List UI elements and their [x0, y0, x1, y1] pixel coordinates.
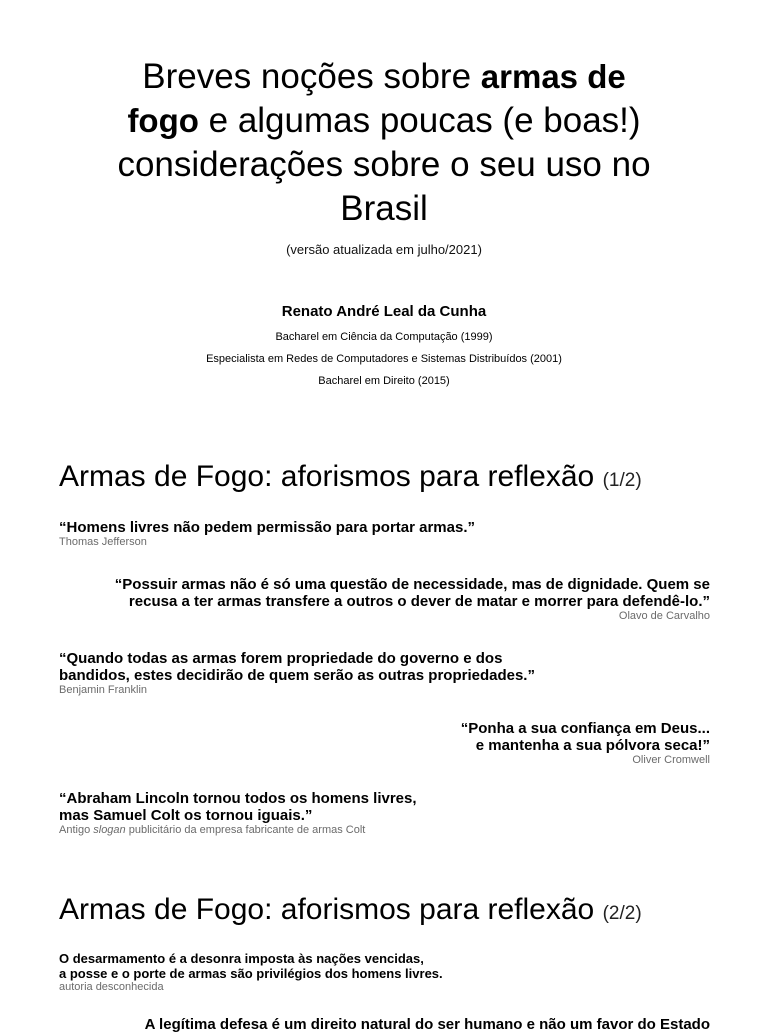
quote-text: “Ponha a sua confiança em Deus... e mantenha a sua pólvora seca!” [460, 720, 710, 754]
quote-attribution: Olavo de Carvalho [618, 610, 710, 622]
quote-text: O desarmamento é a desonra imposta às nações vencidas, a posse e o porte de armas são privilégios dos homens livres. [59, 951, 443, 981]
credential-1: Bacharel em Ciência da Computação (1999) [275, 331, 493, 343]
slide-heading [59, 893, 642, 927]
title-part1: Breves noções sobre [142, 57, 481, 96]
page-indicator: (1/2) [602, 470, 642, 491]
attribution-pre: Antigo [59, 824, 94, 836]
credential-3: Bacharel em Direito (2015) [318, 375, 450, 387]
quote-self-defense [60, 1016, 710, 1033]
quote-attribution: Benjamin Franklin [59, 684, 148, 696]
quote-attribution [59, 824, 417, 837]
subtitle: (versão atualizada em julho/2021) [286, 242, 482, 257]
title-slide [0, 0, 768, 420]
title-bold2: fogo [127, 102, 199, 139]
title-bold1: armas de [480, 58, 626, 95]
author-name: Renato André Leal da Cunha [281, 303, 487, 320]
quote-carvalho [60, 576, 710, 623]
credential-2: Especialista em Redes de Computadores e Sistemas Distribuídos (2001) [206, 353, 562, 365]
heading-text: Armas de Fogo: aforismos para reflexão [59, 460, 595, 493]
main-title [84, 55, 684, 231]
page-indicator: (2/2) [602, 903, 642, 924]
quote-attribution: autoria desconhecida [59, 981, 164, 993]
quote-text: “Possuir armas não é só uma questão de necessidade, mas de dignidade. Quem se recusa a ter armas transfere a outros o dever de matar e morrer para defendê-lo.” [114, 576, 710, 610]
quote-attribution: Thomas Jefferson [59, 536, 147, 548]
attribution-em: slogan [93, 824, 126, 836]
quote-unknown [59, 951, 443, 994]
quote-franklin [59, 650, 535, 697]
quote-attribution: Oliver Cromwell [632, 754, 710, 766]
quote-colt [59, 790, 417, 837]
slide-heading [59, 460, 642, 494]
quote-jefferson [59, 519, 475, 549]
attribution-post: publicitário da empresa fabricante de armas Colt [125, 824, 366, 836]
quote-text: A legítima defesa é um direito natural do ser humano e não um favor do Estado [144, 1016, 710, 1033]
quote-cromwell [360, 720, 710, 767]
heading-text: Armas de Fogo: aforismos para reflexão [59, 893, 595, 926]
quote-text: “Quando todas as armas forem propriedade do governo e dos bandidos, estes decidirão de quem serão as outras propriedades.” [59, 650, 535, 684]
quote-text: “Abraham Lincoln tornou todos os homens livres, mas Samuel Colt os tornou iguais.” [59, 790, 417, 824]
title-part2: e algumas poucas (e boas!) considerações sobre o seu uso no Brasil [117, 101, 651, 228]
quote-text: “Homens livres não pedem permissão para portar armas.” [59, 519, 475, 536]
